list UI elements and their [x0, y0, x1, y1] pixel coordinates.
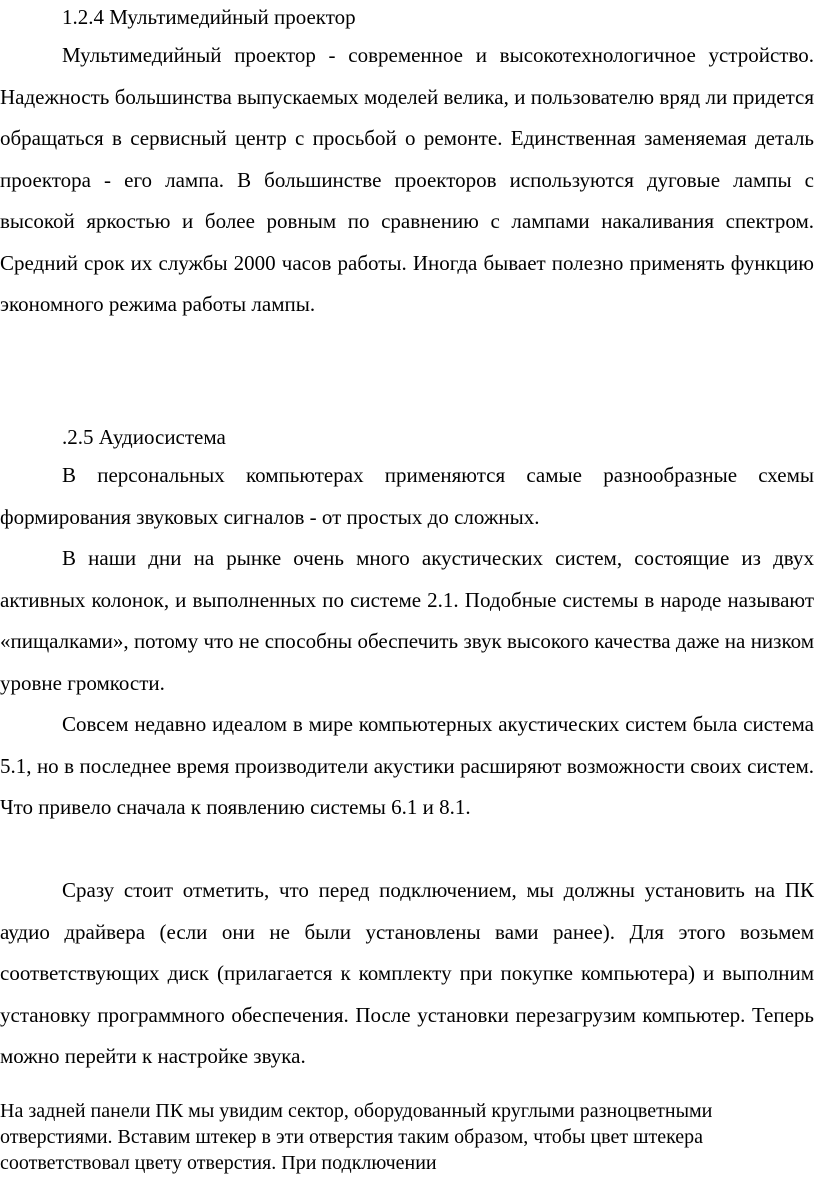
paragraph-audio-3: Совсем недавно идеалом в мире компьютерных акустических систем была система 5.1, но в последнее время производители акустики расширяют возможности своих систем. Что привело сначала к появлению системы 6.1 и 8.1. — [0, 712, 814, 819]
paragraph-audio-4: Сразу стоит отметить, что перед подключением, мы должны установить на ПК аудио драйвера (если они не были установлены вами ранее). Для этого возьмем соответствующих диск (прилагается к комплекту при покупке компьютера) и выполним установку программного обеспечения. После установки перезагрузим компьютер. Теперь можно перейти к настройке звука. — [0, 878, 814, 1068]
section-heading-audio: .2.5 Аудиосистема — [62, 425, 226, 449]
paragraph-audio-1: В персональных компьютерах применяются самые разнообразные схемы формирования звуковых сигналов - от простых до сложных. — [0, 463, 814, 529]
section-heading-projector: 1.2.4 Мультимедийный проектор — [62, 5, 356, 29]
paragraph-audio-5: На задней панели ПК мы увидим сектор, оборудованный круглыми разноцветными отверстиями. Вставим штекер в эти отверстия таким образом, чтобы цвет штекера соответствовал цвету отверстия. При подключении — [0, 1100, 713, 1174]
paragraph-projector: Мультимедийный проектор - современное и высокотехнологичное устройство. Надежность большинства выпускаемых моделей велика, и пользователю вряд ли придется обращаться в сервисный центр с просьбой о ремонте. Единственная заменяемая деталь проектора - его лампа. В большинстве проекторов используются дуговые лампы с высокой яркостью и более ровным по сравнению с лампами накаливания спектром. Средний срок их службы 2000 часов работы. Иногда бывает полезно применять функцию экономного режима работы лампы. — [0, 43, 814, 316]
paragraph-audio-2: В наши дни на рынке очень много акустических систем, состоящие из двух активных колонок, и выполненных по системе 2.1. Подобные системы в народе называют «пищалками», потому что не способны обеспечить звук высокого качества даже на низком уровне громкости. — [0, 546, 814, 695]
